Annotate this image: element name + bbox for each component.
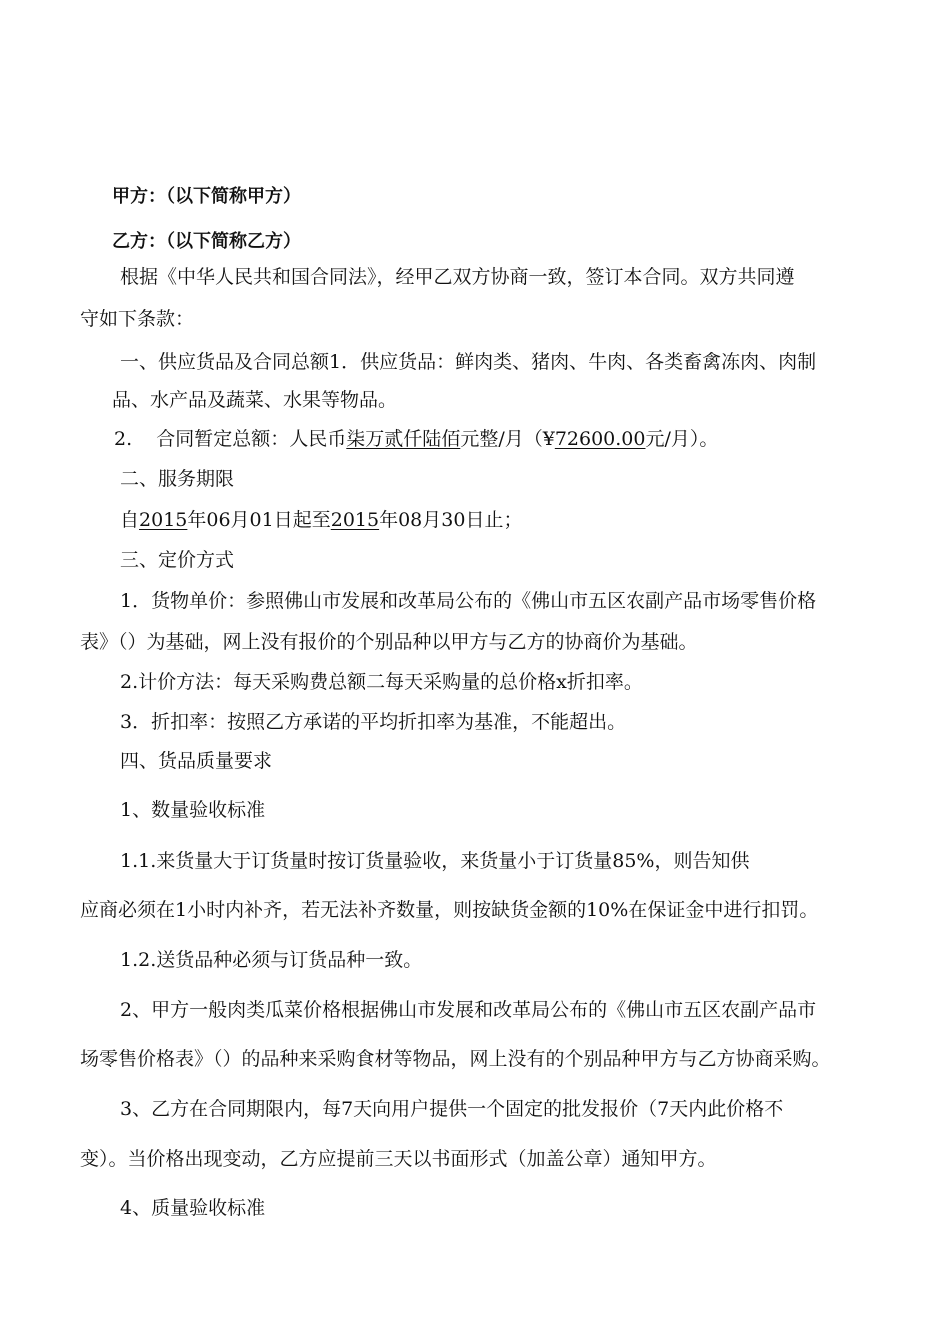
pricing-item-1-line-1: 1．货物单价：参照佛山市发展和改革局公布的《佛山市五区农副产品市场零售价格: [120, 590, 817, 612]
pricing-item-2: 2.计价方法：每天采购费总额二每天采购量的总价格x折扣率。: [120, 671, 643, 693]
clause-2-line-2: 场零售价格表》（）的品种来采购食材等物品，网上没有的个别品种甲方与乙方协商采购。: [80, 1048, 831, 1070]
contract-amount-suffix: 元/月）。: [645, 428, 719, 450]
quantity-acceptance-heading: 1、数量验收标准: [120, 799, 266, 821]
clause-2-line-1: 2、甲方一般肉类瓜菜价格根据佛山市发展和改革局公布的《佛山市五区农副产品市: [120, 999, 817, 1021]
quality-acceptance-heading: 4、质量验收标准: [120, 1197, 266, 1219]
contract-amount-prefix: 2. 合同暂定总额：人民币: [114, 428, 347, 450]
pricing-item-3: 3．折扣率：按照乙方承诺的平均折扣率为基准，不能超出。: [120, 711, 627, 733]
intro-line-1: 根据《中华人民共和国合同法》，经甲乙双方协商一致，签订本合同。双方共同遵: [120, 266, 795, 288]
end-year: 2015: [330, 509, 380, 531]
period-mid: 年06月01日起至: [187, 509, 331, 531]
period-prefix: 自: [120, 509, 140, 531]
start-year: 2015: [139, 509, 188, 531]
section-2-heading: 二、服务期限: [120, 468, 235, 490]
pricing-item-1-line-2: 表》（）为基础，网上没有报价的个别品种以甲方与乙方的协商价为基础。: [80, 631, 698, 653]
clause-1-1-line-1: 1.1.来货量大于订货量时按订货量验收，来货量小于订货量85%，则告知供: [120, 850, 750, 872]
section-1-heading-line-2: 品、水产品及蔬菜、水果等物品。: [112, 389, 398, 411]
contract-amount-mid: 元整/月（¥: [460, 428, 555, 450]
clause-1-1-line-2: 应商必须在1小时内补齐，若无法补齐数量，则按缺货金额的10%在保证金中进行扣罚。: [80, 899, 819, 921]
clause-3-line-2: 变）。当价格出现变动，乙方应提前三天以书面形式（加盖公章）通知甲方。: [80, 1148, 717, 1170]
period-suffix: 年08月30日止；: [379, 509, 523, 531]
party-a-line: 甲方：（以下简称甲方）: [112, 186, 301, 207]
section-4-heading: 四、货品质量要求: [120, 750, 273, 772]
intro-line-2: 守如下条款：: [80, 308, 195, 330]
amount-in-numbers: 72600.00: [554, 428, 646, 450]
contract-amount-line: [114, 427, 718, 451]
service-period-line: [120, 508, 522, 532]
section-3-heading: 三、定价方式: [120, 549, 235, 571]
section-1-heading-line-1: 一、供应货品及合同总额1．供应货品：鲜肉类、猪肉、牛肉、各类畜禽冻肉、肉制: [120, 351, 817, 373]
party-b-line: 乙方：（以下简称乙方）: [112, 231, 301, 252]
clause-3-line-1: 3、乙方在合同期限内，每7天向用户提供一个固定的批发报价（7天内此价格不: [120, 1098, 784, 1120]
amount-in-words: 柒万贰仟陆佰: [346, 428, 461, 450]
clause-1-2: 1.2.送货品种必须与订货品种一致。: [120, 949, 423, 971]
